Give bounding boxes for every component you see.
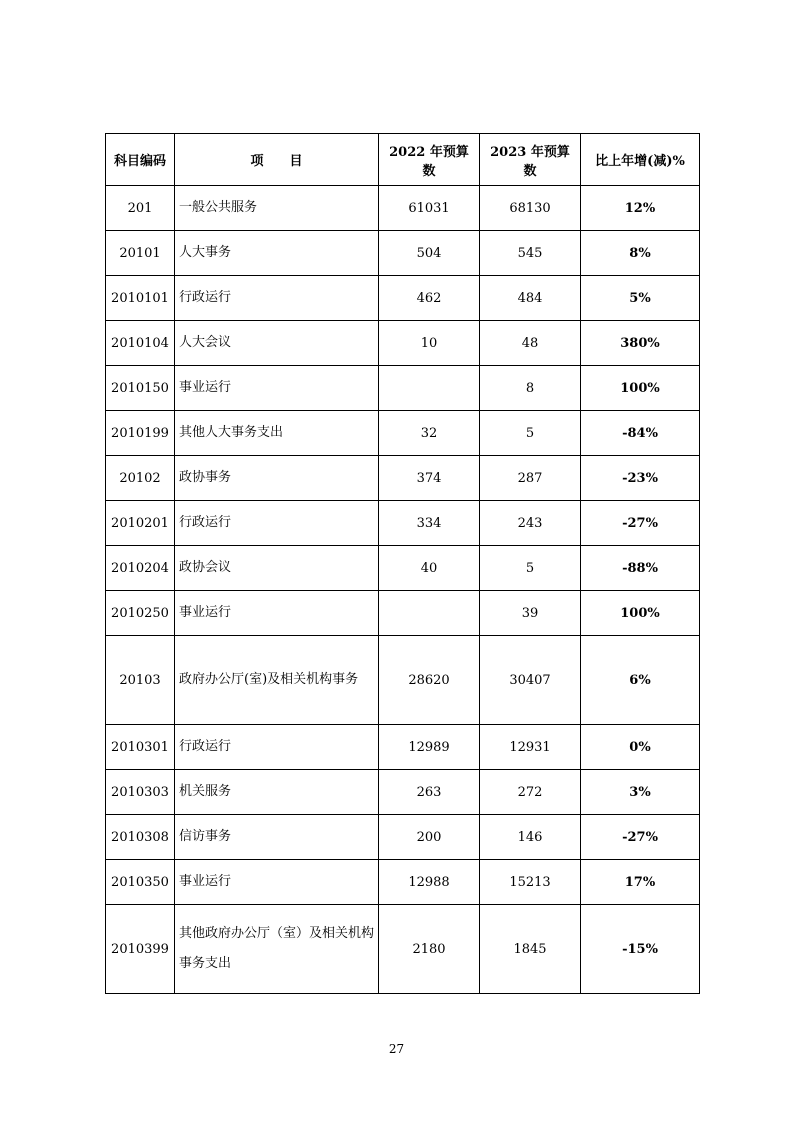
row-item-cell: 其他政府办公厅（室）及相关机构事务支出 — [175, 905, 379, 994]
row-change-cell: -15% — [581, 905, 700, 994]
header-budget-2022: 2022 年预算数 — [379, 134, 480, 186]
row-change-cell: -27% — [581, 815, 700, 860]
row-budget-2023-cell: 39 — [480, 591, 581, 636]
row-change-cell: 100% — [581, 591, 700, 636]
table-row — [106, 276, 700, 321]
row-code-cell: 2010301 — [106, 725, 175, 770]
table-row — [106, 186, 700, 231]
row-budget-2023-cell: 484 — [480, 276, 581, 321]
row-code-cell: 2010104 — [106, 321, 175, 366]
row-budget-2022-cell: 32 — [379, 411, 480, 456]
row-change-cell: -84% — [581, 411, 700, 456]
row-budget-2022-cell: 12988 — [379, 860, 480, 905]
row-budget-2022-cell: 263 — [379, 770, 480, 815]
budget-table — [105, 133, 700, 994]
row-code-cell: 2010308 — [106, 815, 175, 860]
table-row — [106, 546, 700, 591]
row-item-cell: 政府办公厅(室)及相关机构事务 — [175, 636, 379, 725]
table-body — [106, 186, 700, 994]
row-budget-2023-cell: 272 — [480, 770, 581, 815]
row-code-cell: 2010201 — [106, 501, 175, 546]
row-change-cell: 380% — [581, 321, 700, 366]
page-number: 27 — [388, 1042, 405, 1056]
row-item-cell: 行政运行 — [175, 725, 379, 770]
row-code-cell: 20103 — [106, 636, 175, 725]
table-row — [106, 456, 700, 501]
header-budget-2023: 2023 年预算数 — [480, 134, 581, 186]
row-item-cell: 一般公共服务 — [175, 186, 379, 231]
row-item-cell: 事业运行 — [175, 366, 379, 411]
row-code-cell: 2010150 — [106, 366, 175, 411]
row-budget-2023-cell: 48 — [480, 321, 581, 366]
row-code-cell: 2010399 — [106, 905, 175, 994]
row-budget-2022-cell: 40 — [379, 546, 480, 591]
row-change-cell: 6% — [581, 636, 700, 725]
row-budget-2023-cell: 545 — [480, 231, 581, 276]
row-budget-2022-cell: 12989 — [379, 725, 480, 770]
row-budget-2022-cell: 200 — [379, 815, 480, 860]
row-budget-2023-cell: 30407 — [480, 636, 581, 725]
table-row — [106, 860, 700, 905]
row-item-cell: 机关服务 — [175, 770, 379, 815]
row-budget-2023-cell: 1845 — [480, 905, 581, 994]
row-budget-2022-cell: 334 — [379, 501, 480, 546]
row-budget-2022-cell: 504 — [379, 231, 480, 276]
table-row — [106, 231, 700, 276]
row-budget-2022-cell: 10 — [379, 321, 480, 366]
row-code-cell: 20101 — [106, 231, 175, 276]
row-change-cell: 8% — [581, 231, 700, 276]
row-item-cell: 信访事务 — [175, 815, 379, 860]
row-item-cell: 其他人大事务支出 — [175, 411, 379, 456]
row-change-cell: -88% — [581, 546, 700, 591]
table-row — [106, 905, 700, 994]
row-change-cell: 5% — [581, 276, 700, 321]
row-budget-2022-cell — [379, 366, 480, 411]
row-item-cell: 事业运行 — [175, 860, 379, 905]
row-budget-2022-cell: 374 — [379, 456, 480, 501]
table-row — [106, 725, 700, 770]
table-row — [106, 591, 700, 636]
row-code-cell: 20102 — [106, 456, 175, 501]
header-code: 科目编码 — [106, 134, 175, 186]
row-budget-2022-cell: 28620 — [379, 636, 480, 725]
header-item: 项 目 — [175, 134, 379, 186]
row-item-cell: 行政运行 — [175, 501, 379, 546]
row-item-cell: 事业运行 — [175, 591, 379, 636]
table-row — [106, 501, 700, 546]
row-item-cell: 人大事务 — [175, 231, 379, 276]
row-budget-2023-cell: 12931 — [480, 725, 581, 770]
row-code-cell: 2010199 — [106, 411, 175, 456]
table-row — [106, 770, 700, 815]
row-item-cell: 政协会议 — [175, 546, 379, 591]
row-budget-2022-cell: 61031 — [379, 186, 480, 231]
row-change-cell: 0% — [581, 725, 700, 770]
row-budget-2023-cell: 68130 — [480, 186, 581, 231]
row-budget-2023-cell: 287 — [480, 456, 581, 501]
header-change: 比上年增(减)% — [581, 134, 700, 186]
row-budget-2022-cell: 462 — [379, 276, 480, 321]
row-budget-2023-cell: 5 — [480, 411, 581, 456]
row-budget-2023-cell: 243 — [480, 501, 581, 546]
row-code-cell: 2010350 — [106, 860, 175, 905]
row-code-cell: 201 — [106, 186, 175, 231]
row-change-cell: 3% — [581, 770, 700, 815]
row-budget-2023-cell: 8 — [480, 366, 581, 411]
row-code-cell: 2010101 — [106, 276, 175, 321]
row-item-cell: 行政运行 — [175, 276, 379, 321]
row-code-cell: 2010204 — [106, 546, 175, 591]
row-budget-2023-cell: 15213 — [480, 860, 581, 905]
table-row — [106, 321, 700, 366]
row-item-cell: 人大会议 — [175, 321, 379, 366]
table-row — [106, 636, 700, 725]
row-budget-2023-cell: 5 — [480, 546, 581, 591]
row-budget-2022-cell — [379, 591, 480, 636]
row-budget-2022-cell: 2180 — [379, 905, 480, 994]
row-change-cell: -23% — [581, 456, 700, 501]
table-row — [106, 411, 700, 456]
row-code-cell: 2010303 — [106, 770, 175, 815]
table-row — [106, 366, 700, 411]
row-item-cell: 政协事务 — [175, 456, 379, 501]
row-change-cell: 17% — [581, 860, 700, 905]
table-header-row — [106, 134, 700, 186]
row-change-cell: -27% — [581, 501, 700, 546]
table-row — [106, 815, 700, 860]
row-change-cell: 12% — [581, 186, 700, 231]
row-code-cell: 2010250 — [106, 591, 175, 636]
row-budget-2023-cell: 146 — [480, 815, 581, 860]
row-change-cell: 100% — [581, 366, 700, 411]
